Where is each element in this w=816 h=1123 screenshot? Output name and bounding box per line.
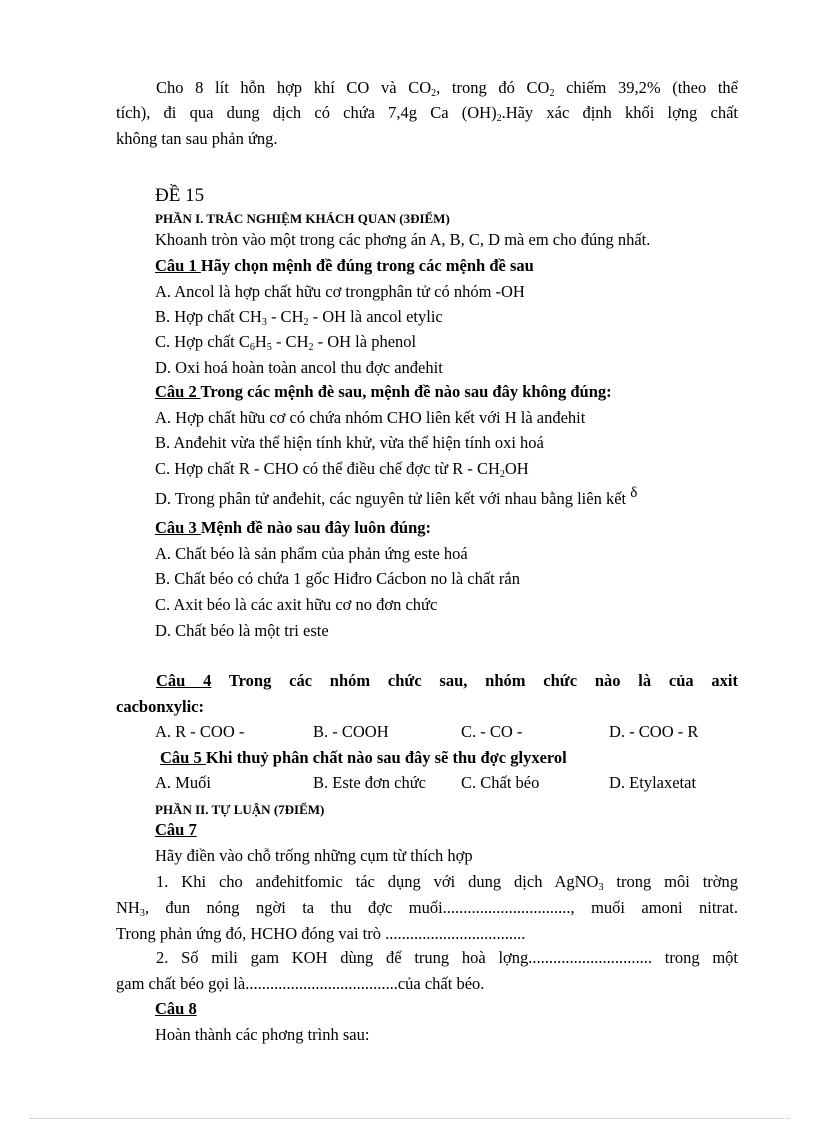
q7-part1-line1: 1. Khi cho anđehitfomic tác dụng với dung dịch AgNO$_3$ trong môi trờng (156, 872, 738, 893)
q7-instruction: Hãy điền vào chỗ trống những cụm từ thích hợp (155, 846, 473, 865)
q5-option-b: B. Este đơn chức (313, 773, 426, 792)
question-7: Câu 7 (155, 820, 197, 839)
question-5: Câu 5 Khi thuỷ phân chất nào sau đây sẽ thu đợc glyxerol (160, 748, 567, 767)
question-3: Câu 3 Mệnh đề nào sau đây luôn đúng: (155, 518, 432, 537)
q7-part2-line2: gam chất béo gọi là.....................................của chất béo. (116, 974, 485, 993)
q7-part1-line2: $NH_3$, đun nóng ngời ta thu đợc muối..............................., muối amoni nitrat. (116, 898, 738, 919)
q1-option-a: A. Ancol là hợp chất hữu cơ trongphân tử có nhóm -OH (155, 282, 525, 301)
q3-option-b: B. Chất béo có chứa 1 gốc Hiđro Cácbon no là chất rắn (155, 569, 520, 588)
q2-option-b: B. Anđehit vừa thể hiện tính khử, vừa thể hiện tính oxi hoá (155, 433, 544, 452)
q2-option-d: D. Trong phân tử anđehit, các nguyên tử liên kết với nhau bằng liên kết δ (155, 485, 638, 508)
question-8: Câu 8 (155, 999, 197, 1018)
question-2: Câu 2 Trong các mệnh đè sau, mệnh đề nào sau đây không đúng: (155, 382, 612, 401)
q4-option-b: B. - COOH (313, 722, 389, 741)
page-bottom-divider (30, 1118, 790, 1119)
q7-part2-line1: 2. Số mili gam KOH dùng để trung hoà lợng.............................. trong một (156, 948, 738, 967)
q5-option-d: D. Etylaxetat (609, 773, 697, 792)
q4-option-a: A. R - COO - (155, 722, 245, 741)
q4-option-c: C. - CO - (461, 722, 523, 741)
q3-option-d: D. Chất béo là một tri este (155, 621, 329, 640)
q1-option-c: C. Hợp chất $C_6H_5 - CH_2$ - OH là phenol (155, 332, 417, 353)
part1-heading: PHẦN I. TRẮC NGHIỆM KHÁCH QUAN (3ĐIỂM) (155, 211, 450, 226)
part1-instruction: Khoanh tròn vào một trong các phơng án A, B, C, D mà em cho đúng nhất. (155, 230, 651, 249)
intro-line-3: không tan sau phản ứng. (116, 129, 278, 148)
q1-option-b: B. Hợp chất $CH_3 - CH_2$ - OH là ancol etylic (155, 307, 443, 328)
question-4-cont: cacbonxylic: (116, 697, 204, 716)
question-4: Câu 4 Trong các nhóm chức sau, nhóm chức nào là của axit (156, 671, 738, 690)
q2-option-a: A. Hợp chất hữu cơ có chứa nhóm CHO liên kết với H là anđehit (155, 408, 586, 427)
part2-heading: PHẦN II. TỰ LUẬN (7ĐIỂM) (155, 802, 325, 817)
intro-line-1: Cho 8 lít hỗn hợp khí CO và $CO_2$, trong đó $CO_2$ chiếm 39,2% (theo thể (156, 78, 739, 99)
q8-instruction: Hoàn thành các phơng trình sau: (155, 1025, 370, 1044)
q5-option-c: C. Chất béo (461, 773, 540, 792)
q5-option-a: A. Muối (155, 773, 211, 792)
intro-line-2: tích), đi qua dung dịch có chứa 7,4g Ca $(OH)_2.Hãy$ xác định khối lợng chất (116, 103, 738, 124)
exam-title: ĐỀ 15 (155, 185, 205, 206)
delta-symbol: δ (630, 485, 638, 501)
q3-option-c: C. Axit béo là các axit hữu cơ no đơn chức (155, 595, 438, 614)
question-1: Câu 1 Hãy chọn mệnh đề đúng trong các mệnh đề sau (155, 256, 534, 275)
q7-part1-line3: Trong phản ứng đó, HCHO đóng vai trò .................................. (116, 924, 526, 943)
q2-option-c: C. Hợp chất R - CHO có thể điều chế đợc từ R - $CH_2OH$ (155, 459, 529, 480)
q3-option-a: A. Chất béo là sản phẩm của phản ứng este hoá (155, 544, 468, 563)
q1-option-d: D. Oxi hoá hoàn toàn ancol thu đợc anđehit (155, 358, 443, 377)
q4-option-d: D. - COO - R (609, 722, 699, 741)
